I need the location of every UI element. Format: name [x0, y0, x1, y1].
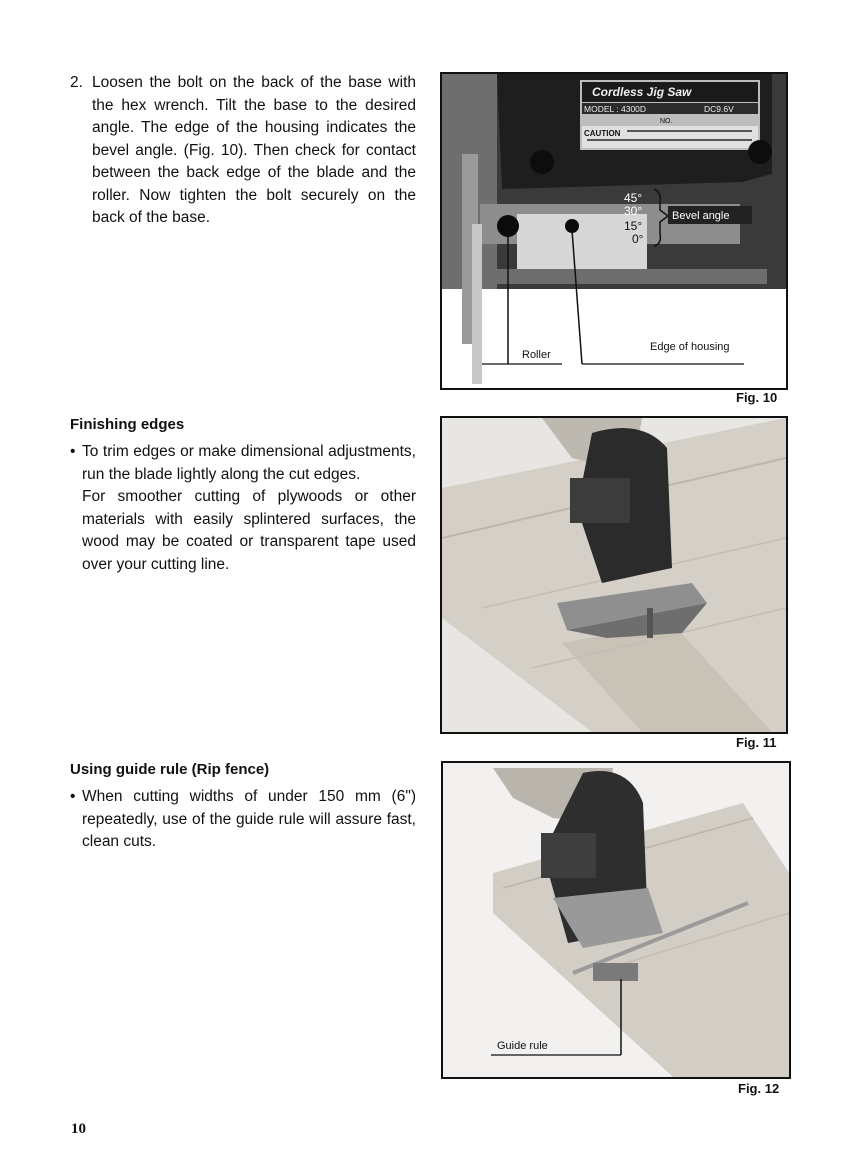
step-number: 2.	[70, 74, 83, 91]
bullet: •	[70, 788, 76, 805]
finishing-edges-heading: Finishing edges	[70, 416, 185, 433]
guide-rule-heading: Using guide rule (Rip fence)	[70, 761, 270, 778]
product-label: Cordless Jig Saw	[592, 85, 692, 99]
caution-label: CAUTION	[584, 129, 621, 138]
step-2-instructions	[70, 72, 416, 230]
angle-45: 45°	[624, 191, 643, 205]
figure-12-photo	[441, 761, 791, 1079]
angle-30: 30°	[624, 204, 643, 218]
figure-11-photo	[440, 416, 788, 734]
angle-15: 15°	[624, 219, 643, 233]
bullet: •	[70, 443, 76, 460]
bevel-angle-label: Bevel angle	[672, 210, 730, 222]
finishing-paragraph-1: To trim edges or make dimensional adjustments, run the blade lightly along the cut edges.	[82, 443, 416, 483]
figure-11-caption: Fig. 11	[736, 735, 777, 750]
model-label: MODEL : 4300D	[584, 104, 647, 114]
finishing-paragraph-2: For smoother cutting of plywoods or other materials with easily splintered surfaces, the wood may be coated or transparent tape used over your cutting line.	[82, 488, 416, 573]
figure-10-caption: Fig. 10	[736, 390, 778, 405]
figure-10-photo	[440, 72, 788, 390]
edge-of-housing-label: Edge of housing	[650, 341, 730, 353]
no-label: NO.	[660, 118, 673, 125]
angle-0: 0°	[632, 232, 644, 246]
page-number: 10	[71, 1121, 86, 1137]
guide-rule-text	[70, 786, 416, 854]
guide-rule-paragraph: When cutting widths of under 150 mm (6") repeatedly, use of the guide rule will assure fast, clean cuts.	[82, 788, 416, 850]
finishing-edges-text	[70, 441, 416, 576]
guide-rule-label: Guide rule	[497, 1040, 548, 1052]
voltage-label: DC9.6V	[704, 104, 734, 114]
step-2-text: Loosen the bolt on the back of the base with the hex wrench. Tilt the base to the desired angle. The edge of the housing indicates the bevel angle. (Fig. 10). Then check for contact between the back edge of the blade and the roller. Now tighten the bolt securely on the back of the base.	[92, 74, 416, 226]
roller-label: Roller	[522, 349, 551, 361]
figure-12-caption: Fig. 12	[738, 1081, 780, 1096]
